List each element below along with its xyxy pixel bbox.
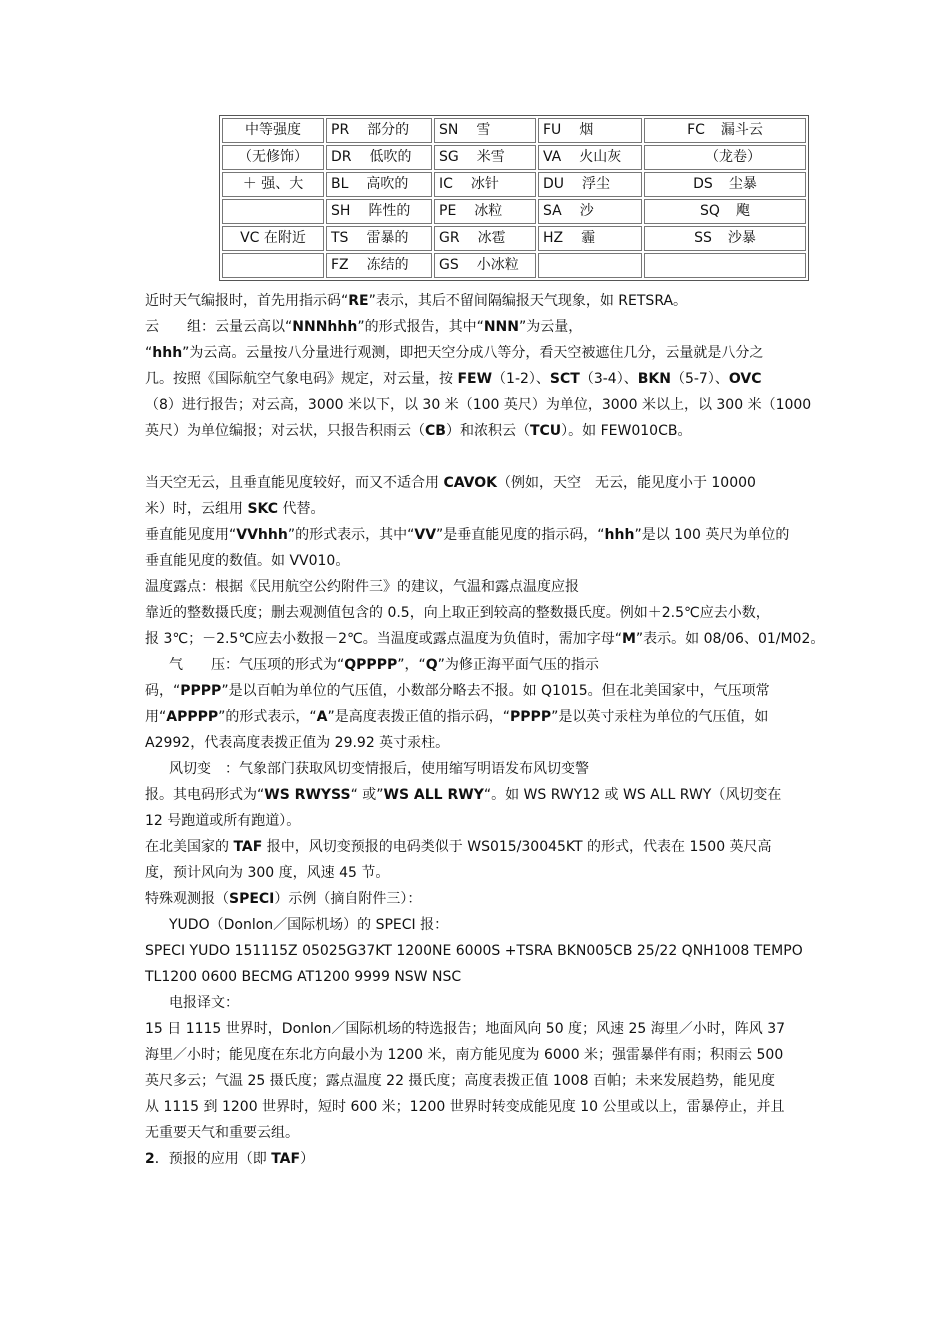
phenomenon-code: GS [439, 257, 459, 273]
phenomenon-meaning: 冰雹 [477, 230, 506, 246]
phenomenon-cell [434, 253, 536, 278]
phenomenon-cell [326, 145, 432, 170]
text-line: （8）进行报告；对云高，3000 米以下，以 30 米（100 英尺）为单位，3000 米以上，以 300 米（1000 [145, 397, 812, 413]
phenomenon-code: BL [331, 176, 349, 192]
text-line: 电报译文： [169, 995, 239, 1011]
table-row [222, 172, 806, 197]
phenomenon-cell [644, 253, 806, 278]
text-line: 在北美国家的 TAF 报中，风切变预报的电码类似于 WS015/30045KT 的形式，代表在 1500 英尺高 [145, 839, 772, 855]
text-line: 15 日 1115 世界时，Donlon／国际机场的特选报告；地面风向 50 度；风速 25 海里／小时，阵风 37 [145, 1021, 786, 1037]
phenomenon-meaning: 高吹的 [366, 176, 409, 192]
table-row [222, 145, 806, 170]
phenomenon-code: FU [543, 122, 562, 138]
intensity-cell [222, 199, 324, 224]
phenomenon-cell [434, 118, 536, 143]
text-line: 度，预计风向为 300 度，风速 45 节。 [145, 865, 390, 881]
phenomenon-cell [538, 199, 642, 224]
weather-phenomena-table [219, 115, 809, 281]
phenomenon-meaning: 阵性的 [368, 203, 411, 219]
phenomenon-code: PE [439, 203, 457, 219]
text-line: 海里／小时；能见度在东北方向最小为 1200 米，南方能见度为 6000 米；强雷暴伴有雨；积雨云 500 [145, 1047, 784, 1063]
phenomenon-cell [538, 118, 642, 143]
phenomenon-code: SS [694, 230, 712, 246]
phenomenon-cell [644, 199, 806, 224]
phenomenon-code: IC [439, 176, 453, 192]
intensity-cell [222, 253, 324, 278]
phenomenon-cell [538, 172, 642, 197]
text-line: 报。其电码形式为“WS RWYSS“ 或”WS ALL RWY“。如 WS RWY12 或 WS ALL RWY（风切变在 [145, 787, 782, 803]
intensity-cell: VC 在附近 [222, 226, 324, 251]
text-line: 近时天气编报时，首先用指示码“RE”表示，其后不留间隔编报天气现象，如 RETSRA。 [145, 293, 688, 309]
text-line: 温度露点：根据《民用航空公约附件三》的建议，气温和露点温度应报 [145, 579, 579, 595]
phenomenon-cell [644, 145, 806, 170]
phenomenon-cell [326, 253, 432, 278]
phenomenon-code: FZ [331, 257, 349, 273]
phenomenon-cell [326, 199, 432, 224]
text-line: SPECI YUDO 151115Z 05025G37KT 1200NE 6000S +TSRA BKN005CB 25/22 QNH1008 TEMPO [145, 943, 803, 959]
phenomenon-cell [326, 226, 432, 251]
phenomenon-cell [434, 226, 536, 251]
text-line: 码，“PPPP”是以百帕为单位的气压值，小数部分略去不报。如 Q1015。但在北美国家中，气压项常 [145, 683, 770, 699]
phenomenon-meaning: 浮尘 [582, 176, 611, 192]
phenomenon-code: GR [439, 230, 460, 246]
text-line: 从 1115 到 1200 世界时，短时 600 米；1200 世界时转变成能见度 10 公里或以上，雷暴停止，并且 [145, 1099, 785, 1115]
intensity-cell: ＋ 强、大 [222, 172, 324, 197]
phenomenon-code: DS [693, 176, 713, 192]
text-line: 米）时，云组用 SKC 代替。 [145, 501, 325, 517]
phenomenon-code: SN [439, 122, 459, 138]
phenomenon-cell [434, 145, 536, 170]
phenomenon-meaning: 烟 [579, 122, 594, 138]
phenomenon-meaning: （龙卷） [705, 149, 761, 165]
text-line: 无重要天气和重要云组。 [145, 1125, 299, 1141]
text-line: 特殊观测报（SPECI）示例（摘自附件三）： [145, 891, 422, 907]
phenomenon-meaning: 霾 [581, 230, 596, 246]
phenomenon-code: PR [331, 122, 350, 138]
phenomenon-cell [326, 172, 432, 197]
section-heading: 2．预报的应用（即 TAF） [145, 1151, 315, 1167]
phenomenon-cell [538, 226, 642, 251]
phenomenon-cell [538, 253, 642, 278]
phenomenon-meaning: 火山灰 [579, 149, 622, 165]
phenomenon-code: DR [331, 149, 352, 165]
phenomenon-meaning: 米雪 [476, 149, 505, 165]
text-line: 垂直能见度的数值。如 VV010。 [145, 553, 350, 569]
table-row [222, 253, 806, 278]
phenomenon-meaning: 尘暴 [728, 176, 757, 192]
table-row [222, 199, 806, 224]
phenomenon-cell [644, 118, 806, 143]
phenomenon-code: SH [331, 203, 351, 219]
text-line: 报 3℃；－2.5℃应去小数报－2℃。当温度或露点温度为负值时，需加字母“M”表示。如 08/06、01/M02。 [145, 631, 825, 647]
phenomenon-meaning: 飑 [735, 203, 750, 219]
text-line: A2992，代表高度表拨正值为 29.92 英寸汞柱。 [145, 735, 450, 751]
phenomenon-meaning: 小冰粒 [476, 257, 519, 273]
text-line: 12 号跑道或所有跑道）。 [145, 813, 301, 829]
text-line: 云 组：云量云高以“NNNhhh”的形式报告，其中“NNN”为云量， [145, 319, 583, 335]
text-line: 靠近的整数摄氏度；删去观测值包含的 0.5，向上取正到较高的整数摄氏度。例如＋2.5℃应去小数， [145, 605, 770, 621]
text-line: “hhh”为云高。云量按八分量进行观测，即把天空分成八等分，看天空被遮住几分，云量就是八分之 [145, 345, 764, 361]
phenomenon-meaning: 部分的 [367, 122, 410, 138]
phenomenon-meaning: 雪 [476, 122, 491, 138]
text-line: 英尺多云；气温 25 摄氏度；露点温度 22 摄氏度；高度表拨正值 1008 百帕；未来发展趋势，能见度 [145, 1073, 775, 1089]
text-line: 几。按照《国际航空气象电码》规定，对云量，按 FEW（1-2）、SCT（3-4）、BKN（5-7）、OVC [145, 371, 762, 387]
phenomenon-code: SQ [700, 203, 720, 219]
phenomenon-code: VA [543, 149, 562, 165]
text-line: 英尺）为单位编报；对云状，只报告积雨云（CB）和浓积云（TCU）。如 FEW010CB。 [145, 423, 692, 439]
phenomenon-code: DU [543, 176, 565, 192]
phenomenon-code: SG [439, 149, 459, 165]
document-body [145, 288, 825, 1172]
phenomenon-cell [644, 226, 806, 251]
phenomenon-code: TS [331, 230, 349, 246]
intensity-cell: 中等强度 [222, 118, 324, 143]
phenomenon-meaning: 沙 [579, 203, 594, 219]
text-line: 用“APPPP”的形式表示，“A”是高度表拨正值的指示码，“PPPP”是以英寸汞柱为单位的气压值，如 [145, 709, 769, 725]
text-line: 当天空无云，且垂直能见度较好，而又不适合用 CAVOK（例如，天空 无云，能见度小于 10000 [145, 475, 756, 491]
text-line: YUDO（Donlon／国际机场）的 SPECI 报： [169, 917, 449, 933]
phenomenon-cell [434, 199, 536, 224]
text-line: 气 压：气压项的形式为“QPPPP”，“Q”为修正海平面气压的指示 [169, 657, 599, 673]
table-row [222, 226, 806, 251]
text-line: TL1200 0600 BECMG AT1200 9999 NSW NSC [145, 969, 462, 985]
phenomenon-cell [644, 172, 806, 197]
text-line: 垂直能见度用“VVhhh”的形式表示，其中“VV”是垂直能见度的指示码，“hhh”是以 100 英尺为单位的 [145, 527, 790, 543]
phenomenon-meaning: 低吹的 [369, 149, 412, 165]
phenomenon-code: SA [543, 203, 562, 219]
intensity-cell: （无修饰） [222, 145, 324, 170]
phenomenon-meaning: 雷暴的 [366, 230, 409, 246]
text-line: 风切变 ：气象部门获取风切变情报后，使用缩写明语发布风切变警 [169, 761, 589, 777]
blank-line [145, 444, 810, 470]
phenomenon-code: HZ [543, 230, 564, 246]
phenomenon-meaning: 冻结的 [366, 257, 409, 273]
phenomenon-cell [434, 172, 536, 197]
phenomenon-cell [538, 145, 642, 170]
phenomenon-code: FC [687, 122, 705, 138]
phenomenon-meaning: 沙暴 [727, 230, 756, 246]
table-row [222, 118, 806, 143]
phenomenon-meaning: 漏斗云 [720, 122, 763, 138]
phenomenon-cell [326, 118, 432, 143]
phenomenon-meaning: 冰粒 [474, 203, 503, 219]
phenomenon-meaning: 冰针 [470, 176, 499, 192]
